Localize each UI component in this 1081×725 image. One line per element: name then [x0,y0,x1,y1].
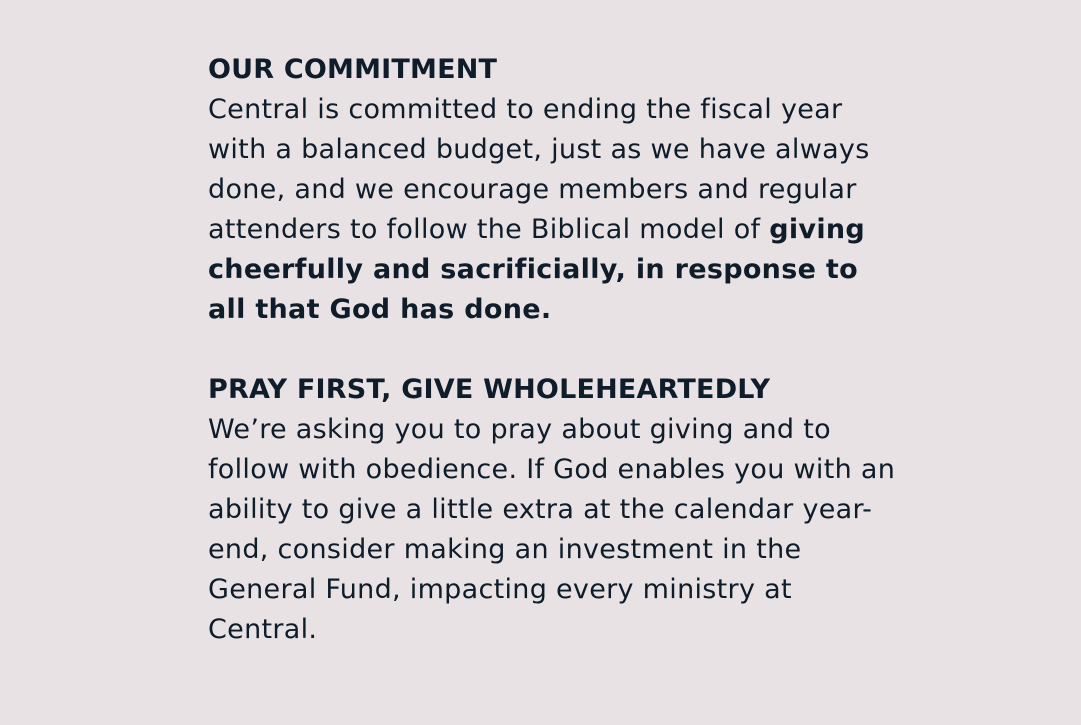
pray-first-paragraph: We’re asking you to pray about giving and to follow with obedience. If God enables you with an ability to give a little extra at the calendar year-end, consider making an investment in the General Fund, impacting every ministry at Central. [208,414,896,645]
document-content [208,50,898,650]
commitment-section [208,50,898,330]
pray-first-section [208,370,898,650]
commitment-body-text: Central is committed to ending the fiscal year with a balanced budget, just as we have always done, and we encourage members and regular attenders to follow the Biblical model of [208,94,870,245]
pray-first-heading: PRAY FIRST, GIVE WHOLEHEARTEDLY [208,374,771,405]
commitment-heading: OUR COMMITMENT [208,54,498,85]
commitment-paragraph [208,90,898,330]
commitment-emphasis-text: giving cheerfully and sacrificially, in response to all that God has done. [208,214,866,325]
